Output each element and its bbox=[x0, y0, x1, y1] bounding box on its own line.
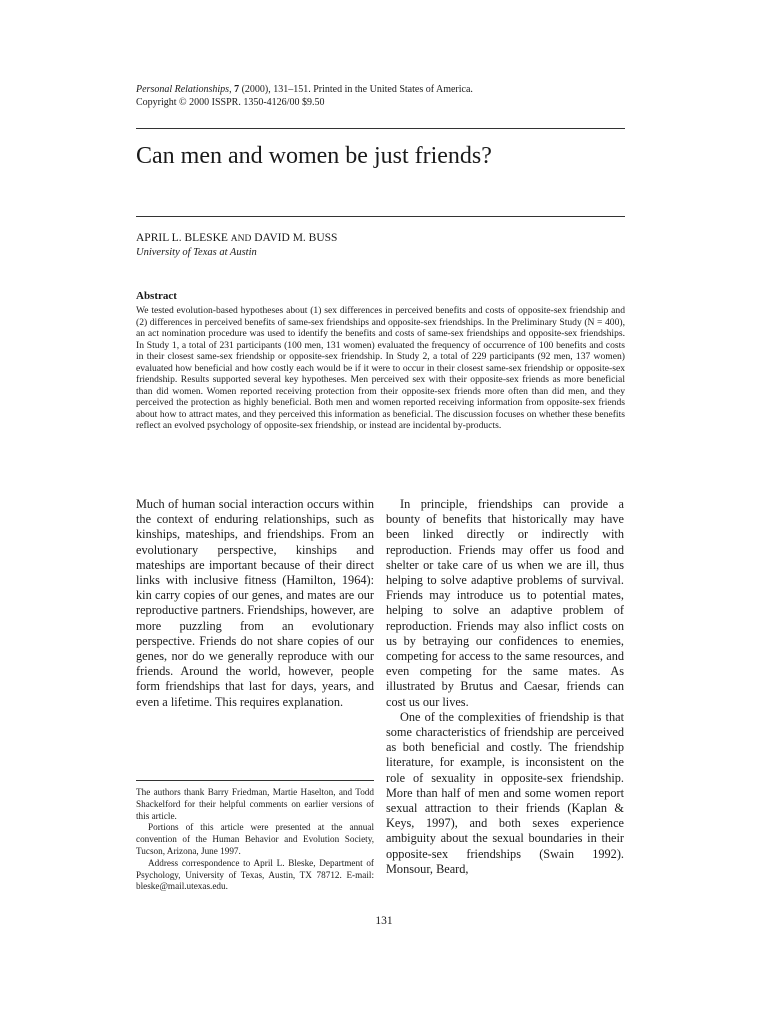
author-affiliation: University of Texas at Austin bbox=[136, 247, 257, 258]
article-title: Can men and women be just friends? bbox=[136, 143, 492, 169]
body-paragraph: In principle, friendships can provide a bounty of benefits that historically may have been linked directly or indirectly with reproduction. Friends may offer us food and shelter or take care of us when we are ill, thus helping to solve adaptive problems of survival. Friends may introduce us to potential mates, helping to solve an adaptive problem of reproduction. Friends may also inflict costs on us by betraying our confidences to enemies, competing for access to the same resources, and even competing for the same mates. As illustrated by Brutus and Caesar, friends can cost us our lives. bbox=[386, 497, 624, 709]
author-conjunction: AND bbox=[230, 234, 252, 244]
footnote-correspondence: Address correspondence to April L. Bleske, Department of Psychology, University of Texas, Austin, TX 78712. E-mail: bleske@mail.utexas.edu. bbox=[136, 857, 374, 892]
author-line bbox=[136, 231, 625, 246]
journal-citation bbox=[136, 84, 636, 109]
body-paragraph: Much of human social interaction occurs within the context of enduring relationships, such as kinships, mateships, and friendships. From an evolutionary perspective, kinships and mateships are important because of their direct links with inclusive fitness (Hamilton, 1964): kin carry copies of our genes, and mates are our reproductive partners. Friendships, however, are more puzzling from an evolutionary perspective. Friends do not share copies of our genes, nor do we generally reproduce with our friends. Around the world, however, people form friendships that last for days, years, and even a lifetime. This requires explanation. bbox=[136, 497, 374, 709]
abstract-text: We tested evolution-based hypotheses about (1) sex differences in perceived benefits and costs of opposite-sex friendship and (2) differences in perceived benefits of same-sex friendships and opposite-sex friendships. In the Preliminary Study (N = 400), an act nomination procedure was used to identify the benefits and costs of same-sex friendships and opposite-sex friendships. In Study 1, a total of 231 participants (100 men, 131 women) evaluated the frequency of occurrence of 100 benefits and costs in their closest same-sex friendship or opposite-sex friendship. In Study 2, a total of 229 participants (92 men, 137 women) evaluated how beneficial and how costly each would be if it were to occur in their closest same-sex friendship or opposite-sex friendship. Results supported several key hypotheses. Men perceived sex with their opposite-sex friends as more beneficial than did women. Women reported receiving protection from their opposite-sex friends more often than did men, and they perceived the protection as highly beneficial. Both men and women reported receiving information from opposite-sex friends about how to attract mates, and they perceived this information as beneficial. The discussion focuses on whether these benefits reflect an evolved psychology of opposite-sex friendship, or instead are incidental by-products. bbox=[136, 305, 625, 431]
journal-volume: 7 bbox=[234, 84, 240, 95]
page-number: 131 bbox=[375, 915, 393, 927]
header-divider bbox=[136, 128, 625, 129]
author-1: APRIL L. BLESKE bbox=[136, 232, 228, 244]
body-paragraph: One of the complexities of friendship is that some characteristics of friendship are perceived as both beneficial and costly. The friendship literature, for example, is inconsistent on the role of sexuality in opposite-sex friendship. More than half of men and some women report sexual attraction to their friends (Kaplan & Keys, 1997), and both sexes experience ambiguity about the sexual boundaries in their opposite-sex friendships (Swain 1992). Monsour, Beard, bbox=[386, 709, 624, 876]
footnotes bbox=[136, 787, 374, 893]
footnote-acknowledgements: The authors thank Barry Friedman, Martie Haselton, and Todd Shackelford for their helpful comments on earlier versions of this article. bbox=[136, 787, 374, 821]
journal-name: Personal Relationships bbox=[136, 84, 230, 95]
title-divider bbox=[136, 216, 625, 217]
body-column-left bbox=[136, 497, 374, 710]
body-column-right bbox=[386, 497, 624, 877]
author-2: DAVID M. BUSS bbox=[254, 232, 338, 244]
footnote-divider bbox=[136, 780, 374, 781]
footnote-presentation: Portions of this article were presented at the annual convention of the Human Behavior and Evolution Society, Tucson, Arizona, June 1997. bbox=[136, 822, 374, 856]
journal-citation-rest: (2000), 131–151. Printed in the United States of America. bbox=[239, 84, 473, 95]
copyright-line: Copyright © 2000 ISSPR. 1350-4126/00 $9.50 bbox=[136, 96, 325, 108]
citation-line: Personal Relationships, 7 (2000), 131–151. Printed in the United States of America. bbox=[136, 84, 473, 95]
abstract-heading: Abstract bbox=[136, 290, 177, 302]
